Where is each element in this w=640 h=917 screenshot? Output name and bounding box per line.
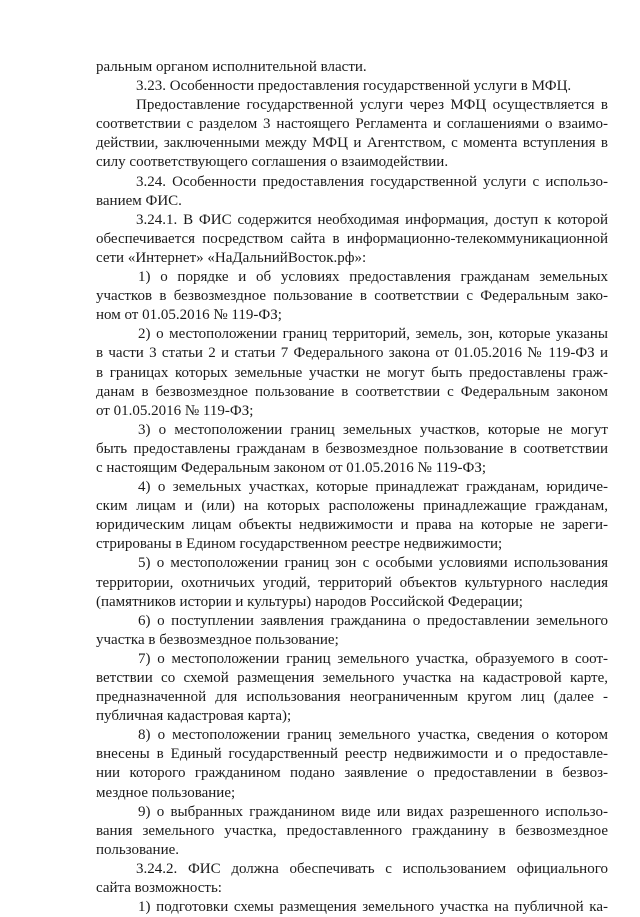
text-line: внесены в Единый государственный реестр недвижимости и о предоставле- <box>96 746 608 763</box>
list-item-9: 9) о выбранных гражданином виде или видах разрешенного использо- <box>138 803 608 820</box>
subsection-3-24-2: 3.24.2. ФИС должна обеспечивать с использованием официального <box>136 860 608 877</box>
list-item-5: 5) о местоположении границ зон с особыми условиями использования <box>138 555 608 572</box>
list-item-7: 7) о местоположении границ земельного участка, образуемого в соот- <box>138 650 608 667</box>
text-line: в части 3 статьи 2 и статьи 7 Федерального закона от 01.05.2016 № 119-ФЗ и <box>96 345 608 362</box>
text-line: Предоставление государственной услуги через МФЦ осуществляется в <box>136 97 608 114</box>
text-line: ветствии со схемой размещения земельного участка на кадастровой карте, <box>96 670 608 686</box>
text-line: публичная кадастровая карта); <box>96 708 292 725</box>
section-heading-3-24: 3.24. Особенности предоставления государственной услуги с использо- <box>136 173 608 190</box>
text-line: ральным органом исполнительной власти. <box>96 59 367 75</box>
text-line: сайта возможность: <box>96 880 222 897</box>
text-line: с настоящим Федеральным законом от 01.05.2016 № 119-ФЗ; <box>96 459 487 476</box>
text-line: участка в безвозмездное пользование; <box>96 631 339 648</box>
list-item-2: 2) о местоположении границ территорий, земель, зон, которые указаны <box>138 326 608 343</box>
subsection-3-24-1: 3.24.1. В ФИС содержится необходимая информация, доступ к которой <box>136 211 608 228</box>
text-line: ским лицам и (или) на которых расположены принадлежащие гражданам, <box>96 498 608 515</box>
text-line: ном от 01.05.2016 № 119-ФЗ; <box>96 307 282 324</box>
text-line: сети «Интернет» «НаДальнийВосток.рф»: <box>96 249 367 266</box>
text-line: нии которого гражданином подано заявление о предоставлении в безвоз- <box>96 765 608 782</box>
text-line: соответствии с разделом 3 настоящего Регламента и соглашениями о взаимо- <box>96 116 608 133</box>
section-heading-3-23: 3.23. Особенности предоставления государственной услуги в МФЦ. <box>136 78 572 95</box>
text-line: данам в безвозмездное пользование в соответствии с Федеральным законом <box>96 383 608 400</box>
text-line: предназначенной для использования неограниченным кругом лиц (далее - <box>96 689 608 706</box>
text-line: в границах которых земельные участки не могут быть предоставлены граж- <box>96 364 608 381</box>
text-line: юридическим лицам объекты недвижимости и права на которые не зареги- <box>96 517 608 534</box>
text-line: быть предоставлены гражданам в безвозмездное пользование в соответствии <box>96 440 608 457</box>
text-line: вания земельного участка, предоставленного гражданину в безвозмездное <box>96 822 608 839</box>
text-line: от 01.05.2016 № 119-ФЗ; <box>96 402 254 419</box>
text-line: ванием ФИС. <box>96 192 182 209</box>
text-line: силу соответствующего соглашения о взаимодействии. <box>96 154 449 171</box>
list-item-3: 3) о местоположении границ земельных участков, которые не могут <box>138 421 608 438</box>
text-line: (памятников истории и культуры) народов Российской Федерации; <box>96 593 523 610</box>
text-line: стрированы в Едином государственном реестре недвижимости; <box>96 536 503 553</box>
text-line: пользование. <box>96 841 179 858</box>
list-item-4: 4) о земельных участках, которые принадлежат гражданам, юридиче- <box>138 479 608 496</box>
text-line: территории, охотничьих угодий, территорий объектов культурного наследия <box>96 574 608 591</box>
list-item-6: 6) о поступлении заявления гражданина о предоставлении земельного <box>138 612 608 629</box>
list-item-1: 1) о порядке и об условиях предоставления гражданам земельных <box>138 269 608 286</box>
text-line: действии, заключенными между МФЦ и Агентством, с момента вступления в <box>96 135 608 152</box>
text-line: обеспечивается посредством сайта в информационно-телекоммуникационной <box>96 230 608 247</box>
text-line: мездное пользование; <box>96 784 236 801</box>
list-item-8: 8) о местоположении границ земельного участка, сведения о котором <box>138 727 608 744</box>
text-line: участков в безвозмездное пользование в соответствии с Федеральным зако- <box>96 288 608 305</box>
list-item-1-continued: 1) подготовки схемы размещения земельного участка на публичной ка- <box>138 899 608 916</box>
document-text <box>96 58 608 917</box>
